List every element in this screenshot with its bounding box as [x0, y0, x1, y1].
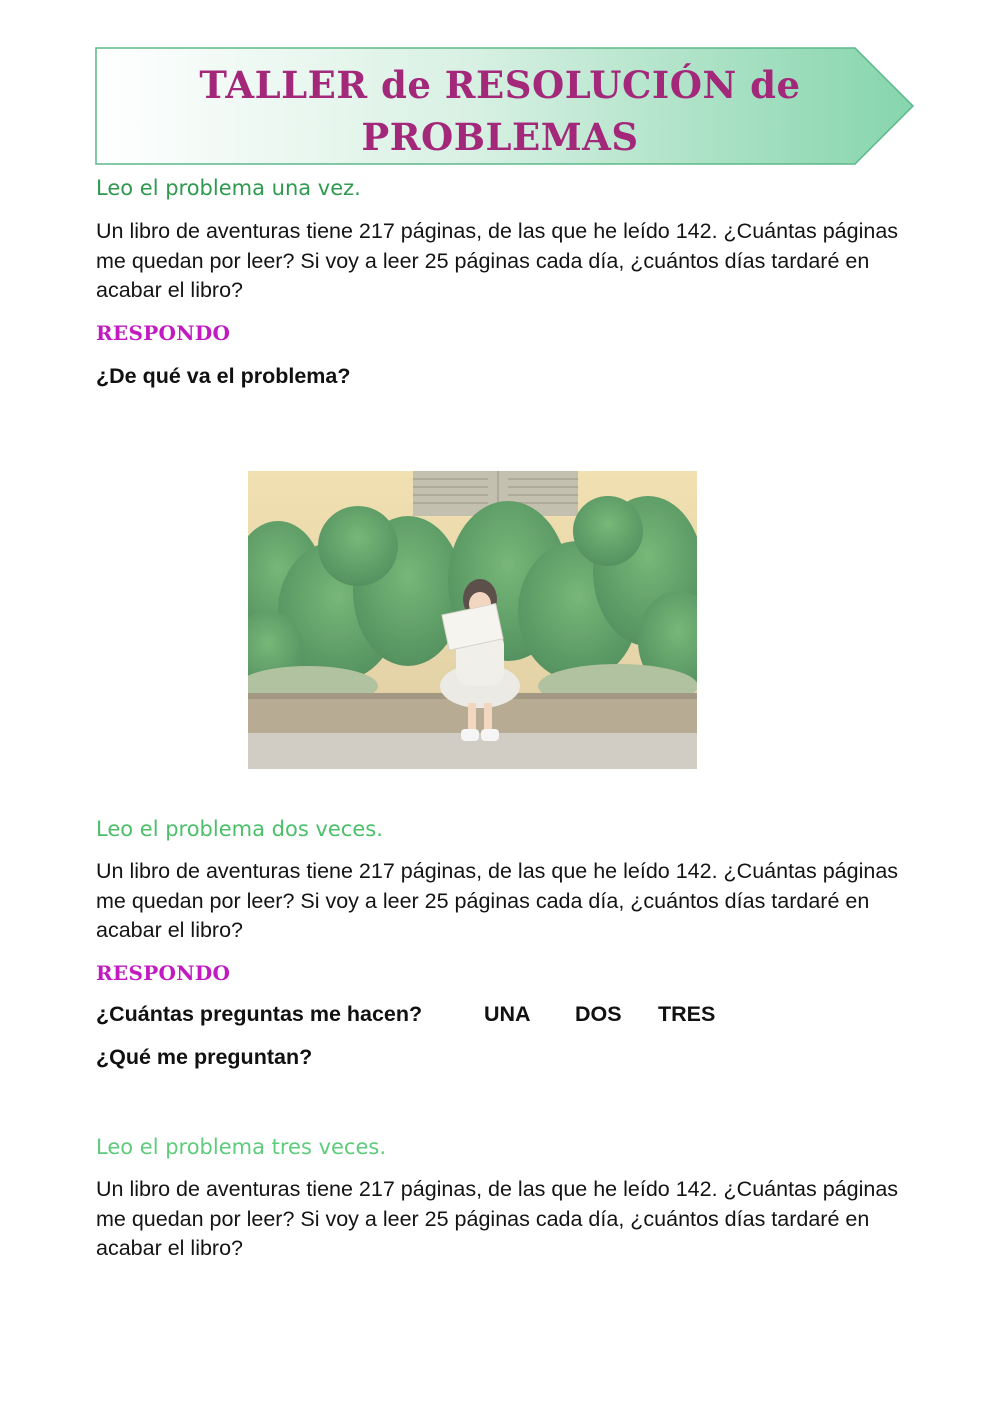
question-what-asked: ¿Qué me preguntan? [96, 1045, 313, 1069]
section-2-respondo-label: RESPONDO [96, 961, 231, 985]
section-3-heading: Leo el problema tres veces. [96, 1135, 387, 1159]
section-2-problem-text: Un libro de aventuras tiene 217 páginas, de las que he leído 142. ¿Cuántas páginas me quedan por leer? Si voy a leer 25 páginas cada día, ¿cuántos días tardaré en acabar el libro? [96, 859, 899, 942]
option-dos[interactable]: DOS [575, 1002, 622, 1026]
title-banner [95, 47, 915, 165]
section-1-problem-text: Un libro de aventuras tiene 217 páginas, de las que he leído 142. ¿Cuántas páginas me quedan por leer? Si voy a leer 25 páginas cada día, ¿cuántos días tardaré en acabar el libro? [96, 219, 899, 302]
section-1-heading: Leo el problema una vez. [96, 176, 361, 200]
question-what-about: ¿De qué va el problema? [96, 364, 351, 388]
girl-reading-photo [248, 471, 697, 769]
option-una[interactable]: UNA [484, 1002, 531, 1026]
title-line-1: TALLER de RESOLUCIÓN de [199, 63, 801, 107]
question-how-many: ¿Cuántas preguntas me hacen? [96, 1002, 423, 1026]
section-1-respondo-label: RESPONDO [96, 321, 231, 345]
section-2-heading: Leo el problema dos veces. [96, 817, 383, 841]
page-title [155, 59, 845, 163]
section-3-problem-text: Un libro de aventuras tiene 217 páginas, de las que he leído 142. ¿Cuántas páginas me quedan por leer? Si voy a leer 25 páginas cada día, ¿cuántos días tardaré en acabar el libro? [96, 1177, 899, 1260]
title-line-2: PROBLEMAS [361, 115, 639, 159]
option-tres[interactable]: TRES [658, 1002, 716, 1026]
